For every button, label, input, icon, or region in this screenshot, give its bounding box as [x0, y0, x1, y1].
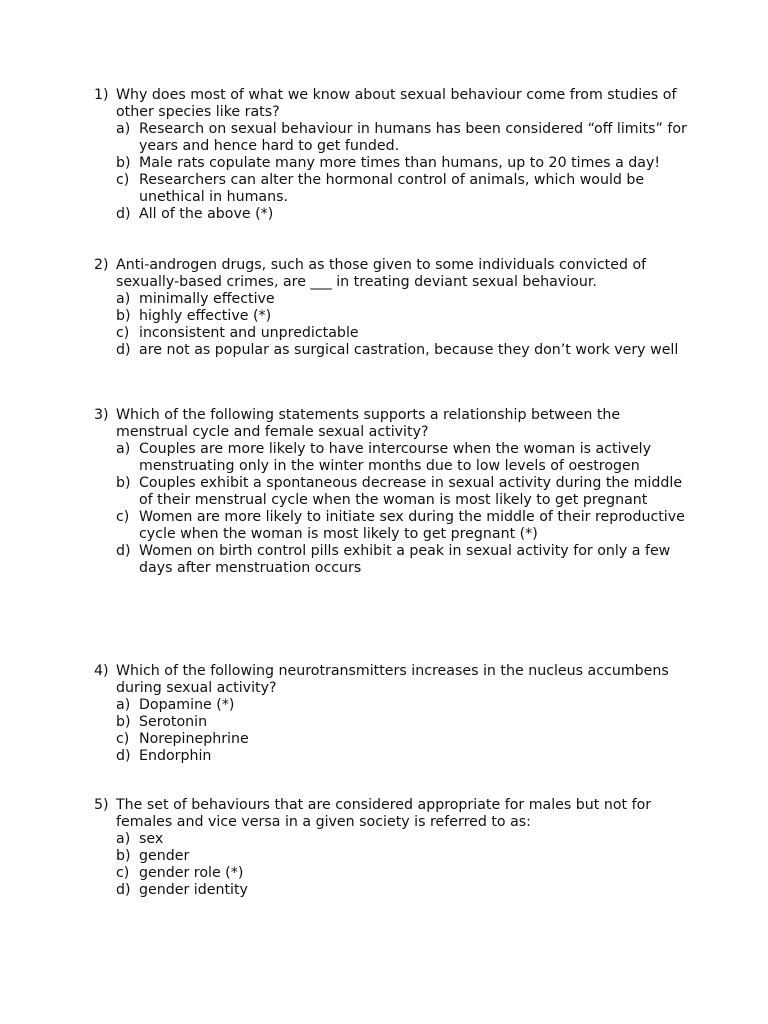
- option-a: [94, 441, 694, 475]
- option-text: inconsistent and unpredictable: [139, 325, 359, 341]
- option-text: All of the above (*): [139, 206, 274, 222]
- option-text: Women are more likely to initiate sex during the middle of their reproductive cycle when the woman is most likely to get pregnant (*): [139, 509, 685, 542]
- option-letter: c): [116, 172, 130, 188]
- question-number: 3): [94, 407, 109, 423]
- question-text: Which of the following statements supports a relationship between the menstrual cycle and female sexual activity?: [116, 407, 621, 440]
- option-text: gender identity: [139, 882, 248, 898]
- option-text: are not as popular as surgical castration, because they don’t work very well: [139, 342, 679, 358]
- option-letter: c): [116, 865, 130, 881]
- option-letter: d): [116, 543, 131, 559]
- option-text: Couples are more likely to have intercourse when the woman is actively menstruating only in the winter months due to low levels of oestrogen: [139, 441, 652, 474]
- option-d: [94, 882, 694, 899]
- question-number: 1): [94, 87, 109, 103]
- question-1: [94, 87, 694, 223]
- question-number: 5): [94, 797, 109, 813]
- option-text: Norepinephrine: [139, 731, 249, 747]
- question-5: [94, 797, 694, 899]
- option-letter: d): [116, 748, 131, 764]
- option-d: [94, 748, 694, 765]
- option-text: sex: [139, 831, 164, 847]
- option-letter: a): [116, 121, 131, 137]
- option-a: [94, 831, 694, 848]
- option-c: [94, 865, 694, 882]
- option-letter: a): [116, 831, 131, 847]
- option-text: Dopamine (*): [139, 697, 235, 713]
- option-b: [94, 848, 694, 865]
- option-c: [94, 172, 694, 206]
- option-letter: a): [116, 291, 131, 307]
- question-text: Anti-androgen drugs, such as those given to some individuals convicted of sexually-based crimes, are ___ in treating deviant sexual behaviour.: [116, 257, 647, 290]
- question-3: [94, 407, 694, 577]
- answer-options: [94, 697, 694, 765]
- option-d: [94, 342, 694, 359]
- option-letter: d): [116, 882, 131, 898]
- option-text: Couples exhibit a spontaneous decrease in sexual activity during the middle of their menstrual cycle when the woman is most likely to get pregnant: [139, 475, 683, 508]
- question-number: 4): [94, 663, 109, 679]
- option-letter: d): [116, 342, 131, 358]
- question-4: [94, 663, 694, 765]
- option-c: [94, 325, 694, 342]
- option-letter: c): [116, 509, 130, 525]
- option-text: Endorphin: [139, 748, 212, 764]
- answer-options: [94, 441, 694, 577]
- option-letter: b): [116, 155, 131, 171]
- option-b: [94, 475, 694, 509]
- option-text: Serotonin: [139, 714, 208, 730]
- question-number: 2): [94, 257, 109, 273]
- option-letter: a): [116, 697, 131, 713]
- option-a: [94, 291, 694, 308]
- option-text: gender role (*): [139, 865, 244, 881]
- option-b: [94, 714, 694, 731]
- option-text: Researchers can alter the hormonal control of animals, which would be unethical in humans.: [139, 172, 645, 205]
- option-a: [94, 121, 694, 155]
- option-d: [94, 206, 694, 223]
- answer-options: [94, 121, 694, 223]
- option-letter: b): [116, 308, 131, 324]
- option-text: Male rats copulate many more times than humans, up to 20 times a day!: [139, 155, 661, 171]
- option-text: highly effective (*): [139, 308, 272, 324]
- option-c: [94, 509, 694, 543]
- option-text: Research on sexual behaviour in humans has been considered “off limits” for years and hence hard to get funded.: [139, 121, 687, 154]
- option-a: [94, 697, 694, 714]
- option-letter: b): [116, 848, 131, 864]
- answer-options: [94, 291, 694, 359]
- option-letter: c): [116, 325, 130, 341]
- option-letter: b): [116, 714, 131, 730]
- option-text: Women on birth control pills exhibit a peak in sexual activity for only a few days after menstruation occurs: [139, 543, 671, 576]
- answer-options: [94, 831, 694, 899]
- option-b: [94, 308, 694, 325]
- option-text: minimally effective: [139, 291, 275, 307]
- option-c: [94, 731, 694, 748]
- question-text: Why does most of what we know about sexual behaviour come from studies of other species like rats?: [116, 87, 677, 120]
- option-text: gender: [139, 848, 190, 864]
- question-text: Which of the following neurotransmitters increases in the nucleus accumbens during sexual activity?: [116, 663, 669, 696]
- question-2: [94, 257, 694, 359]
- option-letter: a): [116, 441, 131, 457]
- question-text: The set of behaviours that are considered appropriate for males but not for females and vice versa in a given society is referred to as:: [116, 797, 652, 830]
- option-letter: c): [116, 731, 130, 747]
- option-b: [94, 155, 694, 172]
- option-letter: b): [116, 475, 131, 491]
- option-letter: d): [116, 206, 131, 222]
- option-d: [94, 543, 694, 577]
